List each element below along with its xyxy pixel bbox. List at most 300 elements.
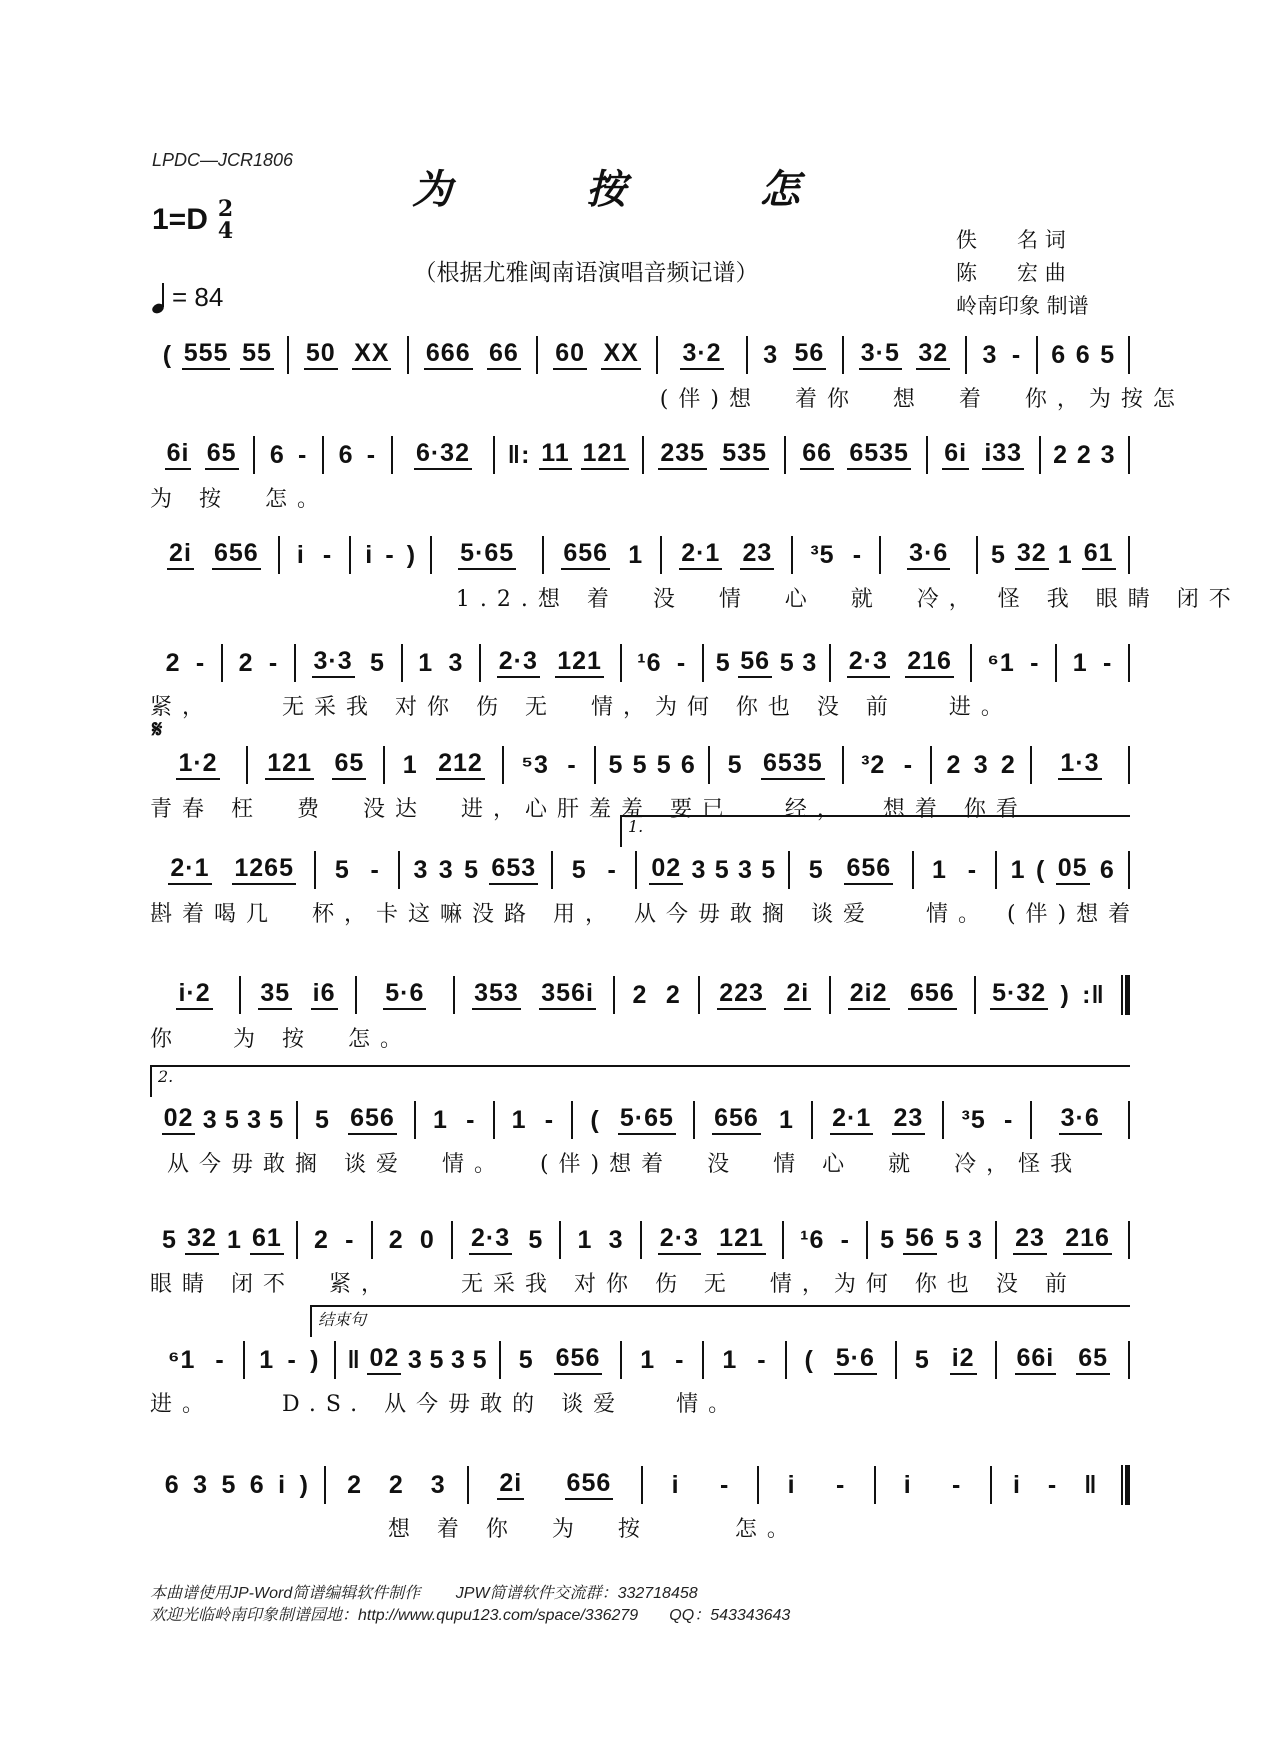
- measure: [790, 845, 911, 895]
- note-group: -: [366, 440, 377, 469]
- measure: [1032, 740, 1128, 790]
- note-group: 5: [162, 1225, 177, 1254]
- measure: [150, 740, 246, 790]
- measure: [944, 1095, 1030, 1145]
- note-group: 3: [202, 1105, 218, 1134]
- note-group: 02: [367, 1345, 401, 1375]
- measure: [538, 330, 656, 380]
- notes-line: [150, 1335, 1130, 1385]
- note-group: -: [1047, 1470, 1058, 1499]
- note-group: i: [365, 540, 374, 569]
- note-group: -: [1003, 1105, 1014, 1134]
- time-sig-bottom: 4: [217, 218, 234, 244]
- note-group: 6·32: [414, 440, 472, 470]
- measure: [992, 1460, 1119, 1510]
- note-group: 3: [968, 1225, 983, 1254]
- note-group: i2: [950, 1345, 977, 1375]
- measure: [223, 638, 294, 688]
- note-group: 6: [1099, 855, 1115, 884]
- measure: [150, 330, 287, 380]
- note-group: 1: [1072, 648, 1088, 677]
- measure: [298, 1095, 414, 1145]
- note-group: 2: [165, 648, 181, 677]
- measure: [928, 430, 1039, 480]
- measure: [357, 970, 453, 1020]
- note-group: 216: [905, 648, 954, 678]
- note-group: 60: [553, 340, 587, 370]
- note-group: ⁵3: [521, 750, 549, 779]
- note-group: 353: [472, 980, 521, 1010]
- note-group: 5: [429, 1345, 445, 1374]
- note-group: 3: [973, 750, 989, 779]
- note-group: 5: [779, 648, 795, 677]
- lyrics-line: 你 为 按 怎。: [150, 1027, 412, 1052]
- note-group: -: [287, 1345, 297, 1374]
- measure: [150, 430, 253, 480]
- measure: [501, 1335, 621, 1385]
- measure: [831, 970, 974, 1020]
- note-group: 5: [370, 648, 385, 677]
- note-group: 1265: [232, 855, 296, 885]
- note-group: 5: [269, 1105, 285, 1134]
- note-group: -: [268, 648, 279, 677]
- lyrics-line: 紧， 无采我 对你 伤 无 情，为何 你也 没 前 进。: [150, 695, 1013, 720]
- measure: [644, 430, 784, 480]
- note-group: 6: [249, 1470, 265, 1499]
- note-group: 5: [224, 1105, 240, 1134]
- quarter-note-icon: [152, 283, 166, 313]
- note-group: ³2: [861, 750, 886, 779]
- measure: [241, 970, 355, 1020]
- note-group: 5: [632, 750, 648, 779]
- note-group: 2: [1053, 440, 1069, 469]
- note-group: 6: [1075, 340, 1091, 369]
- note-group: ³5: [810, 540, 835, 569]
- note-group: 23: [892, 1105, 926, 1135]
- composer: 陈 宏 曲: [956, 261, 1066, 285]
- note-group: ‖:: [507, 440, 531, 469]
- measure: [481, 638, 620, 688]
- note-group: ): [1060, 980, 1070, 1009]
- note-group: -: [967, 855, 978, 884]
- note-group: 3: [247, 1105, 263, 1134]
- note-group: 3·5: [859, 340, 902, 370]
- note-group: ): [299, 1470, 309, 1499]
- note-group: 50: [304, 340, 338, 370]
- note-group: 3: [982, 340, 998, 369]
- note-group: 2i: [167, 540, 194, 570]
- note-group: 356i: [539, 980, 596, 1010]
- note-group: -: [757, 1345, 767, 1374]
- note-group: 212: [436, 750, 485, 780]
- note-group: 56: [903, 1225, 937, 1255]
- measure: [844, 330, 966, 380]
- barline: [1128, 1341, 1130, 1379]
- note-group: 656: [908, 980, 957, 1010]
- measure: [150, 1460, 324, 1510]
- note-group: -: [345, 1225, 355, 1254]
- note-group: 1: [1010, 855, 1026, 884]
- segno-icon: 𝄋: [152, 714, 163, 743]
- note-group: -: [1103, 648, 1113, 677]
- measure: [495, 430, 641, 480]
- note-group: 2: [388, 1225, 404, 1254]
- note-group: 6: [680, 750, 696, 779]
- notes-line: [150, 970, 1130, 1020]
- note-group: 3: [430, 1470, 446, 1499]
- note-group: 1: [402, 750, 418, 779]
- notes-line: [150, 530, 1130, 580]
- note-group: 6535: [761, 750, 825, 780]
- note-group: 56: [738, 648, 772, 678]
- measure: [967, 330, 1036, 380]
- measure: [787, 1335, 895, 1385]
- note-group: 2·3: [847, 648, 890, 678]
- note-group: 5: [334, 855, 350, 884]
- note-group: ⁶1: [987, 648, 1015, 677]
- note-group: -: [719, 1470, 730, 1499]
- measure: [150, 845, 314, 895]
- note-group: -: [676, 648, 687, 677]
- notes-line: [150, 845, 1130, 895]
- note-group: 5: [808, 855, 824, 884]
- note-group: 2·3: [497, 648, 540, 678]
- note-group: :‖: [1082, 980, 1105, 1009]
- measure: [704, 1335, 784, 1385]
- measure: [316, 845, 398, 895]
- measure: [748, 330, 842, 380]
- measure: [615, 970, 698, 1020]
- note-group: 2i: [497, 1470, 524, 1500]
- note-group: 02: [162, 1105, 196, 1135]
- measure: [393, 430, 494, 480]
- barline: [1128, 1221, 1130, 1259]
- note-group: 2i2: [848, 980, 890, 1010]
- footer: [150, 1583, 790, 1627]
- notes-line: [150, 1215, 1130, 1265]
- note-group: 0: [419, 1225, 435, 1254]
- note-group: -: [1030, 648, 1040, 677]
- note-group: -: [1011, 340, 1022, 369]
- note-group: 2: [238, 648, 254, 677]
- note-group: ): [310, 1345, 320, 1374]
- measure: [469, 1460, 641, 1510]
- note-group: 2: [314, 1225, 329, 1254]
- note-group: 3: [407, 1345, 423, 1374]
- note-group: -: [297, 440, 308, 469]
- measure: [710, 740, 841, 790]
- measure: [759, 1460, 873, 1510]
- notes-line: [150, 430, 1130, 480]
- barline: [1128, 851, 1130, 889]
- note-group: 2i: [784, 980, 811, 1010]
- note-group: 5·65: [618, 1105, 676, 1135]
- note-group: 61: [1082, 540, 1116, 570]
- note-group: 1: [259, 1345, 275, 1374]
- measure: [596, 740, 709, 790]
- note-group: 61: [250, 1225, 284, 1255]
- note-group: -: [607, 855, 617, 884]
- measure: [400, 845, 551, 895]
- note-group: 5: [990, 540, 1006, 569]
- barline: [1128, 336, 1130, 374]
- note-group: ¹6: [800, 1225, 825, 1254]
- barline: [1128, 746, 1130, 784]
- measure: [976, 970, 1119, 1020]
- barline: [1121, 1465, 1130, 1505]
- note-group: 3: [193, 1470, 208, 1499]
- measure: [403, 638, 480, 688]
- note-group: 05: [1056, 855, 1090, 885]
- note-group: 3: [413, 855, 429, 884]
- note-group: 6: [338, 440, 354, 469]
- note-group: 2·1: [679, 540, 722, 570]
- note-group: 1: [1057, 540, 1073, 569]
- measure: [255, 430, 322, 480]
- measure: [432, 530, 542, 580]
- note-group: 6i: [942, 440, 969, 470]
- note-group: -: [840, 1225, 850, 1254]
- lyrics-line: 从今毋敢搁 谈爱 情。 (伴)想着 没 情 心 就 冷，怪我: [150, 1152, 1083, 1177]
- note-group: i33: [982, 440, 1024, 470]
- note-group: 3: [738, 855, 753, 884]
- key-label: 1=D: [152, 203, 208, 236]
- note-group: i: [296, 540, 305, 569]
- note-group: ‖: [1084, 1470, 1098, 1499]
- note-group: i: [671, 1470, 680, 1499]
- note-group: 3: [451, 1345, 466, 1374]
- barline: [1121, 975, 1130, 1015]
- note-group: 5: [714, 855, 730, 884]
- measure: [544, 530, 660, 580]
- barline: [1128, 436, 1130, 474]
- credits: [956, 224, 1089, 323]
- note-group: 5: [914, 1345, 930, 1374]
- note-group: 2: [1000, 750, 1016, 779]
- note-group: 5: [528, 1225, 544, 1254]
- measure: [813, 1095, 942, 1145]
- note-group: 555: [182, 340, 231, 370]
- note-group: 3: [608, 1225, 624, 1254]
- measure: [298, 1215, 371, 1265]
- lyrics-line: 进。 D.S. 从今毋敢的 谈爱 情。: [150, 1392, 741, 1417]
- barline: [1128, 1101, 1130, 1139]
- measure: [1057, 638, 1128, 688]
- note-group: 55: [240, 340, 274, 370]
- note-group: (: [590, 1105, 600, 1134]
- note-group: 3: [448, 648, 464, 677]
- note-group: 2: [632, 980, 648, 1009]
- note-group: 1: [418, 648, 434, 677]
- volta-bracket: 2.: [150, 1065, 1130, 1097]
- note-group: 3: [691, 855, 707, 884]
- measure: [831, 638, 970, 688]
- measure: [150, 530, 278, 580]
- measure: [662, 530, 791, 580]
- note-group: 1: [779, 1105, 794, 1134]
- measure: [642, 1215, 782, 1265]
- note-group: 5: [880, 1225, 895, 1254]
- subtitle: （根据尤雅闽南语演唱音频记谱）: [413, 260, 759, 286]
- measure: [455, 970, 613, 1020]
- measure: [416, 1095, 493, 1145]
- note-group: 5: [608, 750, 624, 779]
- note-group: 1: [628, 540, 644, 569]
- note-group: 1: [511, 1105, 527, 1134]
- notes-line: [150, 740, 1130, 790]
- note-group: ¹6: [637, 648, 662, 677]
- note-group: -: [466, 1105, 476, 1134]
- song-title: 为 按 怎: [412, 166, 860, 213]
- note-group: ‖: [347, 1345, 361, 1374]
- lyrics-line: 想 着 你 为 按 怎。: [150, 1517, 799, 1542]
- note-group: -: [215, 1345, 225, 1374]
- note-group: 5: [761, 855, 777, 884]
- note-group: 6: [164, 1470, 180, 1499]
- note-group: 1: [931, 855, 947, 884]
- lyrics-line: 青春 枉 费 没达 进，心肝羞羞 要已 经， 想着 你看: [150, 797, 1028, 822]
- measure: [150, 1215, 296, 1265]
- note-group: 656: [212, 540, 261, 570]
- key-signature: [152, 198, 233, 242]
- note-group: 5: [656, 750, 672, 779]
- note-group: 1: [577, 1225, 593, 1254]
- note-group: 2·3: [658, 1225, 701, 1255]
- measure: [637, 845, 788, 895]
- notes-line: [150, 638, 1130, 688]
- note-group: -: [952, 1470, 962, 1499]
- note-group: 5·65: [458, 540, 516, 570]
- measure: [786, 430, 926, 480]
- note-group: 216: [1063, 1225, 1112, 1255]
- score-code: LPDC—JCR1806: [152, 150, 294, 170]
- note-group: 666: [424, 340, 473, 370]
- note-group: 6: [1051, 340, 1067, 369]
- ending-bracket: 结束句: [310, 1305, 1130, 1337]
- measure: [373, 1215, 451, 1265]
- measure: [1038, 330, 1128, 380]
- measure: [914, 845, 996, 895]
- measure: [876, 1460, 990, 1510]
- measure: [245, 1335, 334, 1385]
- note-group: 5·6: [383, 980, 426, 1010]
- note-group: 32: [916, 340, 950, 370]
- transcriber: 岭南印象 制谱: [956, 294, 1089, 318]
- lyricist: 佚 名 词: [956, 228, 1066, 252]
- time-sig-top: 2: [217, 196, 234, 222]
- note-group: 3: [438, 855, 454, 884]
- note-group: 2·1: [830, 1105, 873, 1135]
- measure: [296, 638, 401, 688]
- note-group: 656: [565, 1470, 614, 1500]
- footer-line-1: 本曲谱使用JP-Word简谱编辑软件制作 JPW简谱软件交流群：332718458: [150, 1585, 698, 1602]
- note-group: 121: [555, 648, 604, 678]
- lyrics-line: 斟着喝几 杯，卡这嘛没路 用， 从今毋敢搁 谈爱 情。 (伴)想着: [150, 902, 1141, 927]
- measure: [881, 530, 976, 580]
- note-group: 3: [1100, 440, 1116, 469]
- measure: [1032, 1095, 1128, 1145]
- note-group: 56: [793, 340, 827, 370]
- measure: [409, 330, 536, 380]
- note-group: 653: [489, 855, 538, 885]
- note-group: 1·2: [176, 750, 219, 780]
- note-group: 3: [763, 340, 779, 369]
- measure: [150, 1095, 296, 1145]
- note-group: 656: [348, 1105, 397, 1135]
- note-group: -: [370, 855, 380, 884]
- note-group: 6535: [847, 440, 911, 470]
- note-group: 656: [554, 1345, 603, 1375]
- tempo-value: = 84: [172, 282, 224, 312]
- note-group: 3·2: [680, 340, 723, 370]
- note-group: 32: [185, 1225, 219, 1255]
- note-group: 3·3: [312, 648, 355, 678]
- measure: [150, 970, 239, 1020]
- measure: [336, 1335, 499, 1385]
- measure: [561, 1215, 639, 1265]
- note-group: 3: [802, 648, 818, 677]
- note-group: i: [278, 1470, 287, 1499]
- measure: [280, 530, 349, 580]
- note-group: 5: [727, 750, 743, 779]
- measure: [844, 740, 930, 790]
- measure: [658, 330, 746, 380]
- measure: [495, 1095, 572, 1145]
- measure: [622, 1335, 702, 1385]
- note-group: 2: [1076, 440, 1092, 469]
- note-group: 23: [740, 540, 774, 570]
- note-group: 11: [539, 440, 571, 470]
- note-group: 1·3: [1058, 750, 1101, 780]
- note-group: 2: [665, 980, 681, 1009]
- measure: [972, 638, 1055, 688]
- note-group: -: [903, 750, 914, 779]
- note-group: ³5: [961, 1105, 986, 1134]
- lyrics-line: 眼睛 闭不 紧， 无采我 对你 伤 无 情，为何 你也 没 前: [150, 1272, 1077, 1297]
- barline: [1128, 644, 1130, 682]
- note-group: 6: [269, 440, 285, 469]
- lyrics-line: (伴)想 着你 想 着 你，为按怎: [150, 387, 1185, 412]
- measure: [248, 740, 383, 790]
- note-group: -: [322, 540, 333, 569]
- time-signature: [218, 198, 233, 242]
- note-group: 223: [717, 980, 766, 1010]
- measure: [326, 1460, 467, 1510]
- measure: [553, 845, 635, 895]
- note-group: (: [1035, 855, 1046, 884]
- note-group: 3·6: [1059, 1105, 1102, 1135]
- note-group: 5: [571, 855, 587, 884]
- note-group: ): [406, 540, 417, 569]
- note-group: 535: [720, 440, 769, 470]
- measure: [324, 430, 391, 480]
- note-group: 3·6: [907, 540, 950, 570]
- tempo-marking: [152, 282, 223, 313]
- note-group: XX: [352, 340, 391, 370]
- measure: [784, 1215, 866, 1265]
- note-group: -: [675, 1345, 685, 1374]
- note-group: 2·3: [469, 1225, 512, 1255]
- note-group: 66i: [1015, 1345, 1057, 1375]
- note-group: 1: [226, 1225, 242, 1254]
- measure: [997, 1335, 1128, 1385]
- note-group: 65: [205, 440, 239, 470]
- volta-bracket: 1.: [620, 815, 1130, 847]
- note-group: 5·6: [834, 1345, 877, 1375]
- measure: [704, 638, 829, 688]
- note-group: 5: [945, 1225, 960, 1254]
- note-group: 121: [717, 1225, 766, 1255]
